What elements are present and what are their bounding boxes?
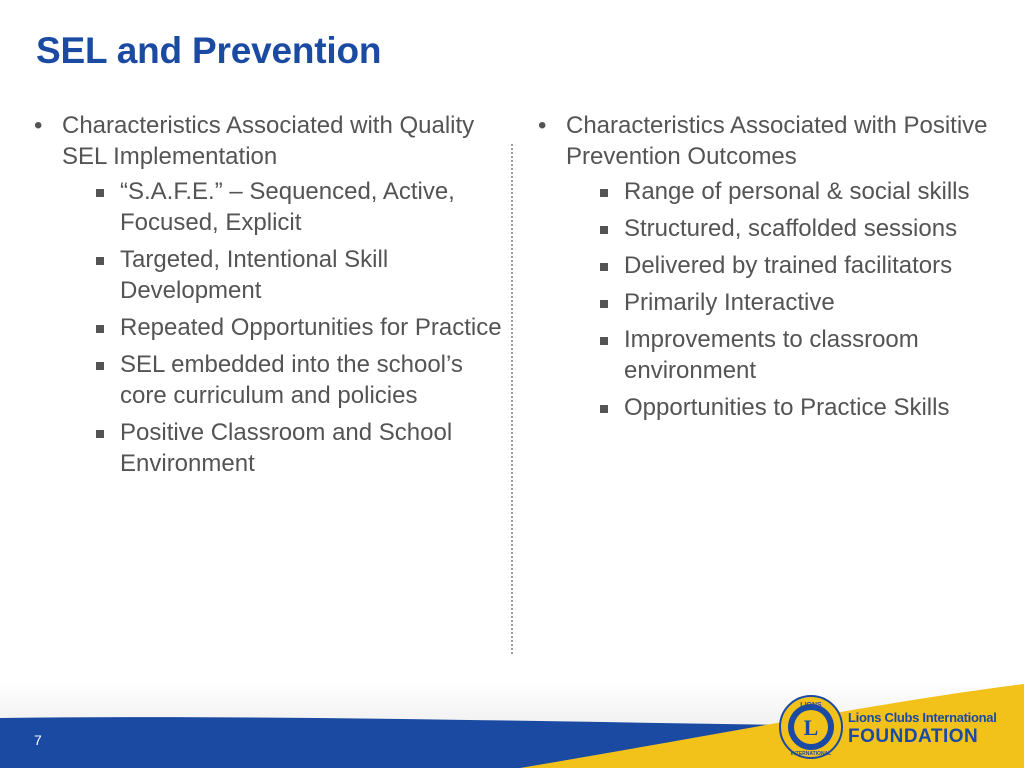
square-bullet-icon: [600, 263, 608, 271]
square-bullet-icon: [96, 325, 104, 333]
right-sub-list: [538, 176, 1018, 423]
square-bullet-icon: [96, 189, 104, 197]
left-heading-item: [34, 110, 504, 172]
square-bullet-icon: [96, 362, 104, 370]
brand-wordmark: [848, 710, 997, 748]
lions-logo-icon: [778, 694, 844, 760]
list-item: Delivered by trained facilitators: [538, 250, 1018, 281]
square-bullet-icon: [600, 189, 608, 197]
column-divider: [511, 144, 513, 654]
bullet-icon: •: [538, 112, 547, 139]
list-item: Range of personal & social skills: [538, 176, 1018, 207]
list-item: Opportunities to Practice Skills: [538, 392, 1018, 423]
list-item: Positive Classroom and School Environment: [34, 417, 504, 479]
square-bullet-icon: [600, 300, 608, 308]
list-item: Structured, scaffolded sessions: [538, 213, 1018, 244]
left-heading: Characteristics Associated with Quality SEL Implementation: [62, 112, 475, 170]
square-bullet-icon: [600, 405, 608, 413]
square-bullet-icon: [96, 257, 104, 265]
right-heading-item: [538, 110, 1018, 172]
left-sub-list: [34, 176, 504, 479]
slide-title: SEL and Prevention: [36, 30, 382, 71]
list-item: Primarily Interactive: [538, 287, 1018, 318]
right-heading: Characteristics Associated with Positive Prevention Outcomes: [566, 112, 988, 170]
list-item: Improvements to classroom environment: [538, 324, 1018, 386]
bullet-icon: •: [34, 112, 43, 139]
square-bullet-icon: [600, 337, 608, 345]
list-item: Repeated Opportunities for Practice: [34, 312, 504, 343]
list-item: Targeted, Intentional Skill Development: [34, 244, 504, 306]
right-column: [538, 110, 1018, 429]
square-bullet-icon: [96, 430, 104, 438]
square-bullet-icon: [600, 226, 608, 234]
svg-text:LIONS: LIONS: [800, 702, 822, 709]
list-item: “S.A.F.E.” – Sequenced, Active, Focused, Explicit: [34, 176, 504, 238]
brand-line-2: FOUNDATION: [848, 726, 979, 747]
page-number: 7: [34, 732, 42, 748]
left-column: [34, 110, 504, 485]
brand-line-1: Lions Clubs International: [848, 710, 997, 725]
svg-text:INTERNATIONAL: INTERNATIONAL: [790, 751, 832, 757]
svg-text:L: L: [803, 715, 819, 740]
list-item: SEL embedded into the school’s core curriculum and policies: [34, 349, 504, 411]
